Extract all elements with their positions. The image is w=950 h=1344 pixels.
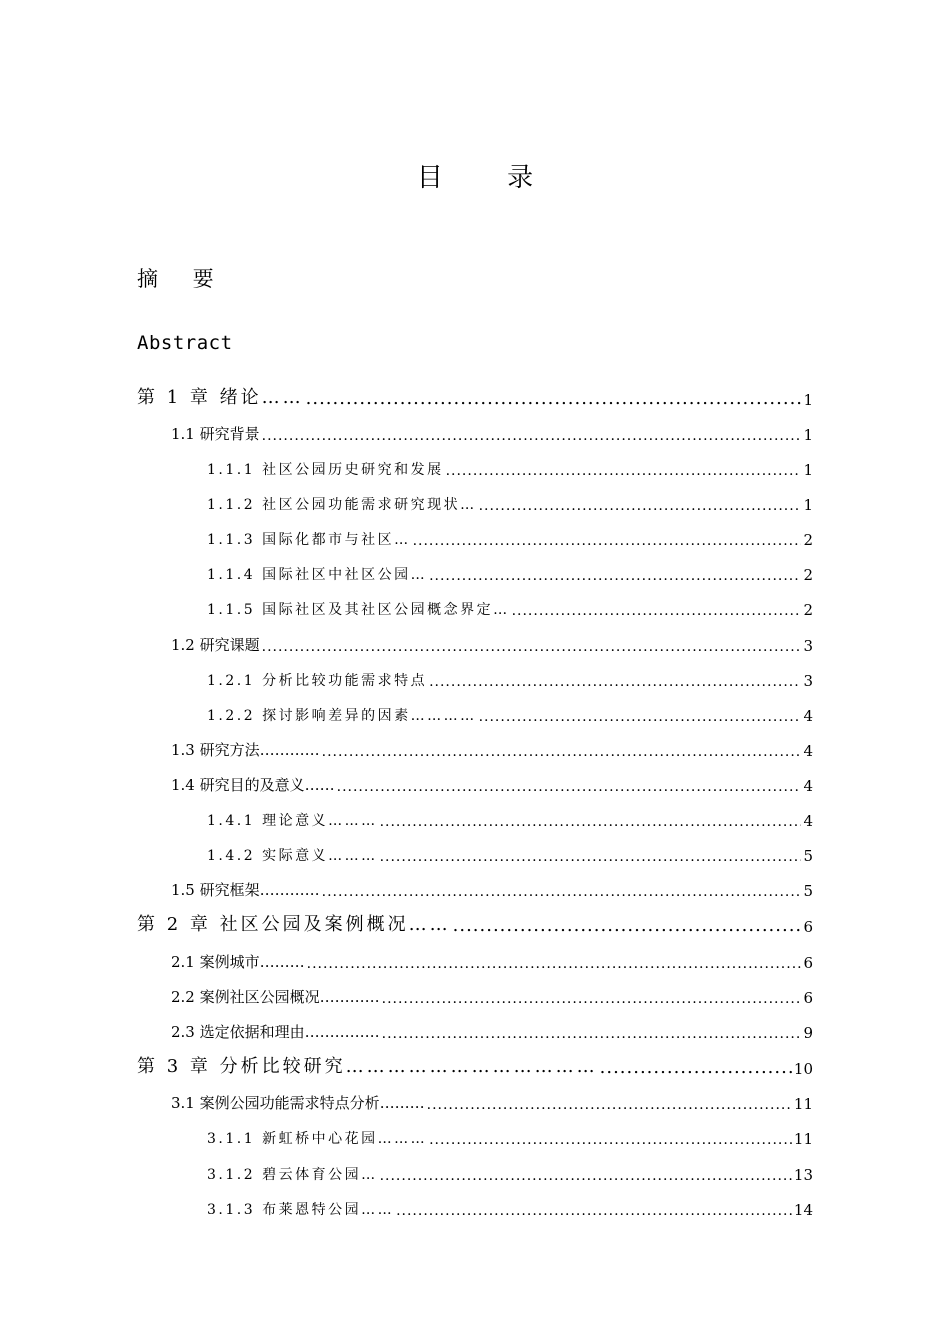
- toc-dot-leader: [396, 1203, 792, 1219]
- toc-entry-label: 3.1.1 新虹桥中心花园………: [207, 1131, 428, 1147]
- toc-entry[interactable]: [207, 660, 813, 690]
- toc-entry[interactable]: [137, 1048, 813, 1078]
- toc-dot-leader: [380, 849, 802, 865]
- toc-entry-page-number: 4: [803, 812, 813, 830]
- toc-dot-leader: [380, 1168, 792, 1184]
- toc-entry-label: 1.4 研究目的及意义……: [171, 776, 335, 794]
- toc-entry-page-number: 1: [803, 496, 813, 514]
- toc-entry[interactable]: [207, 695, 813, 725]
- toc-entry[interactable]: [207, 519, 813, 549]
- toc-title: 目 录: [416, 163, 562, 193]
- toc-entry-label: 3.1 案例公园功能需求特点分析………: [171, 1094, 425, 1112]
- toc-dot-leader: [262, 637, 802, 655]
- toc-dot-leader: [322, 742, 802, 760]
- toc-dot-leader: [380, 814, 802, 830]
- toc-entry-label: 1.4.1 理论意义………: [207, 813, 378, 829]
- toc-entry-page-number: 4: [803, 742, 813, 760]
- toc-entry[interactable]: [171, 1083, 813, 1113]
- toc-entry[interactable]: [137, 379, 813, 409]
- toc-entry[interactable]: [137, 906, 813, 936]
- toc-dot-leader: [446, 463, 802, 479]
- toc-dot-leader: [337, 777, 802, 795]
- toc-dot-leader: [382, 1024, 802, 1042]
- toc-dot-leader: [453, 915, 802, 936]
- toc-entry-label: 1.4.2 实际意义………: [207, 848, 378, 864]
- toc-dot-leader: [512, 603, 802, 619]
- toc-entry-label: 3.1.3 布莱恩特公园……: [207, 1202, 395, 1218]
- toc-dot-leader: [413, 533, 802, 549]
- toc-entry-page-number: 2: [803, 601, 813, 619]
- abstract-zh-heading[interactable]: 摘 要: [137, 267, 228, 291]
- toc-dot-leader: [429, 674, 801, 690]
- toc-entry-label: 1.1.5 国际社区及其社区公园概念界定…: [207, 602, 510, 618]
- toc-entry-page-number: 1: [803, 391, 813, 409]
- toc-entry[interactable]: [207, 554, 813, 584]
- toc-entry-page-number: 2: [803, 531, 813, 549]
- toc-entry[interactable]: [207, 835, 813, 865]
- toc-entry-page-number: 1: [803, 461, 813, 479]
- toc-entry-page-number: 4: [803, 707, 813, 725]
- toc-dot-leader: [322, 882, 802, 900]
- toc-entry-label: 第 1 章 绪论……: [137, 387, 304, 408]
- toc-entry-label: 1.5 研究框架…………: [171, 881, 320, 899]
- toc-entry-label: 1.2.2 探讨影响差异的因素…………: [207, 708, 477, 724]
- toc-entry-page-number: 14: [793, 1201, 813, 1219]
- toc-entry[interactable]: [207, 1154, 813, 1184]
- toc-entry[interactable]: [171, 730, 813, 760]
- toc-entry-page-number: 13: [793, 1166, 813, 1184]
- toc-entry-label: 1.2.1 分析比较功能需求特点: [207, 673, 428, 689]
- toc-entry-label: 2.1 案例城市………: [171, 953, 305, 971]
- toc-entry[interactable]: [171, 942, 813, 972]
- toc-entry-page-number: 3: [803, 637, 813, 655]
- toc-entry-page-number: 6: [803, 918, 813, 936]
- toc-entry-page-number: 6: [803, 989, 813, 1007]
- toc-entry-page-number: 1: [803, 426, 813, 444]
- toc-entry-label: 2.3 选定依据和理由……………: [171, 1023, 380, 1041]
- abstract-en-heading[interactable]: Abstract: [137, 332, 233, 354]
- toc-entry-label: 1.3 研究方法…………: [171, 741, 320, 759]
- toc-entry[interactable]: [207, 1118, 813, 1148]
- toc-dot-leader: [307, 954, 802, 972]
- toc-dot-leader: [427, 1095, 792, 1113]
- toc-entry-label: 1.1 研究背景: [171, 425, 260, 443]
- toc-entry-label: 1.1.4 国际社区中社区公园…: [207, 567, 428, 583]
- toc-entry-label: 2.2 案例社区公园概况…………: [171, 988, 380, 1006]
- toc-entry[interactable]: [171, 1012, 813, 1042]
- toc-entry[interactable]: [207, 449, 813, 479]
- toc-entry[interactable]: [171, 870, 813, 900]
- toc-entry[interactable]: [171, 625, 813, 655]
- toc-entry[interactable]: [171, 765, 813, 795]
- toc-entry-page-number: 9: [803, 1024, 813, 1042]
- toc-entry[interactable]: [171, 977, 813, 1007]
- toc-entry-page-number: 11: [793, 1130, 813, 1148]
- toc-entry-label: 3.1.2 碧云体育公园…: [207, 1167, 378, 1183]
- toc-entry-label: 第 2 章 社区公园及案例概况……: [137, 914, 451, 935]
- toc-dot-leader: [429, 568, 801, 584]
- toc-dot-leader: [429, 1132, 792, 1148]
- toc-entry-page-number: 4: [803, 777, 813, 795]
- toc-dot-leader: [600, 1057, 792, 1078]
- toc-entry-label: 1.2 研究课题: [171, 636, 260, 654]
- toc-dot-leader: [306, 388, 802, 409]
- toc-entry-label: 1.1.1 社区公园历史研究和发展: [207, 462, 444, 478]
- toc-entry[interactable]: [207, 800, 813, 830]
- toc-entry-page-number: 11: [793, 1095, 813, 1113]
- toc-entry-page-number: 5: [803, 882, 813, 900]
- toc-dot-leader: [382, 989, 802, 1007]
- toc-entry[interactable]: [207, 484, 813, 514]
- toc-entry-page-number: 10: [793, 1060, 813, 1078]
- toc-entry-label: 1.1.3 国际化都市与社区…: [207, 532, 411, 548]
- toc-dot-leader: [479, 498, 802, 514]
- toc-entry-page-number: 2: [803, 566, 813, 584]
- toc-entry[interactable]: [207, 1189, 813, 1219]
- toc-dot-leader: [262, 426, 802, 444]
- toc-entry-label: 1.1.2 社区公园功能需求研究现状…: [207, 497, 477, 513]
- toc-dot-leader: [479, 709, 802, 725]
- toc-entry[interactable]: [207, 589, 813, 619]
- toc-entry-page-number: 5: [803, 847, 813, 865]
- toc-entry-page-number: 6: [803, 954, 813, 972]
- toc-entry[interactable]: [171, 414, 813, 444]
- toc-entry-label: 第 3 章 分析比较研究………………………………: [137, 1056, 598, 1077]
- toc-entry-page-number: 3: [803, 672, 813, 690]
